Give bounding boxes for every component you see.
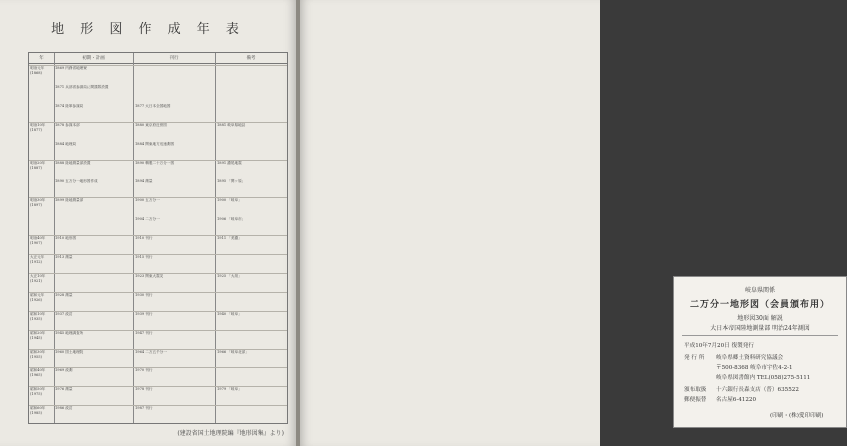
colophon-title: 二万分一地形図（会員頒布用）	[689, 300, 830, 310]
era-cell: 昭和50年	[30, 387, 46, 392]
publisher-label: 発 行 所	[684, 355, 705, 361]
row-divider	[29, 160, 287, 161]
publication-cell: 1970 刊行	[135, 368, 153, 373]
era-year-cell: (1955)	[30, 354, 42, 359]
planning-cell: 1976 測量	[55, 387, 73, 392]
table-row	[29, 350, 287, 369]
planning-cell: 1874 陸軍参謀局	[55, 103, 84, 108]
table-row	[29, 104, 287, 123]
remarks-cell: 1891 濃尾地震	[217, 160, 242, 165]
publication-cell: 1915 刊行	[135, 255, 153, 259]
row-divider	[29, 386, 287, 387]
planning-cell: 1913 測量	[55, 255, 73, 259]
publication-cell: 1884 関東地方迅速測図	[135, 141, 175, 146]
era-year-cell: (1897)	[30, 203, 42, 208]
era-year-cell: (1926)	[30, 297, 42, 302]
publication-cell: 1930 刊行	[135, 292, 153, 297]
publication-cell: 1880 東京府近傍図	[135, 122, 167, 127]
table-row	[29, 274, 287, 293]
era-cell: 大正10年	[30, 273, 46, 278]
era-cell: 昭和40年	[30, 368, 46, 373]
table-row	[29, 331, 287, 350]
table-row	[29, 236, 287, 255]
era-year-cell: (1975)	[30, 392, 42, 397]
table-row	[29, 179, 287, 198]
publication-cell: 1923 関東大震災	[135, 273, 164, 278]
era-cell: 昭和元年	[30, 292, 45, 297]
row-divider	[29, 292, 287, 293]
row-divider	[29, 273, 287, 274]
chronology-table	[28, 52, 288, 424]
publisher-name: 岐阜県郷土資料研究協議会	[716, 355, 784, 361]
era-year-cell: (1965)	[30, 373, 42, 378]
table-row	[29, 85, 287, 104]
remarks-cell: 1940 「岐阜」	[217, 311, 242, 316]
row-divider	[29, 349, 287, 350]
planning-cell: 1960 国土地理院	[55, 349, 84, 354]
planning-cell: 1888 陸地測量部設置	[55, 160, 91, 165]
planning-cell: 1899 陸地測量部	[55, 198, 84, 203]
era-cell: 大正元年	[30, 255, 45, 259]
row-divider	[29, 235, 287, 236]
table-row	[29, 312, 287, 331]
colophon-survey: 大日本帝国陸地測量部 明治24年測図	[710, 325, 810, 332]
era-cell: 明治40年	[30, 236, 46, 241]
table-row	[29, 198, 287, 217]
table-row	[29, 387, 287, 406]
era-cell: 明治30年	[30, 198, 46, 203]
publication-cell: 1910 刊行	[135, 236, 153, 241]
row-divider	[29, 367, 287, 368]
publication-cell: 1890 輯製二十万分一図	[135, 160, 175, 165]
publisher-address: 〒500-8368 岐阜市宇佐4-2-1	[716, 365, 793, 371]
remarks-cell: 1895 「関ヶ原」	[217, 179, 246, 184]
era-cell: 昭和10年	[30, 311, 46, 316]
publication-cell: 1877 大日本全国地図	[135, 103, 171, 108]
era-year-cell: (1945)	[30, 335, 42, 340]
sale-label: 頒布取扱	[684, 387, 707, 393]
era-year-cell: (1907)	[30, 241, 42, 246]
planning-cell: 1937 改訂	[55, 311, 73, 316]
divider	[682, 335, 838, 336]
table-row	[29, 368, 287, 387]
publication-cell: 1894 測量	[135, 179, 153, 184]
planning-cell: 1945 地理調査所	[55, 330, 84, 335]
right-page	[300, 0, 830, 446]
row-divider	[29, 330, 287, 331]
page-title: 地 形 図 作 成 年 表	[51, 22, 245, 37]
table-row	[29, 161, 287, 180]
row-divider	[29, 254, 287, 255]
table-row	[29, 123, 287, 142]
era-cell: 昭和30年	[30, 349, 46, 354]
era-year-cell: (1985)	[30, 411, 42, 416]
era-year-cell: (1868)	[30, 71, 42, 75]
era-year-cell: (1887)	[30, 165, 42, 170]
planning-cell: 1986 改訂	[55, 406, 73, 411]
table-header	[29, 53, 287, 64]
remarks-cell: 1900 「岐阜」	[217, 198, 242, 203]
remarks-cell: 1881 岐阜県地誌	[217, 122, 246, 127]
era-cell: 明治20年	[30, 160, 46, 165]
planning-cell: 1871 兵部省参謀局に間諜隊設置	[55, 84, 109, 89]
publisher-library: 岐阜県図書館内 TEL(058)275-5111	[716, 375, 811, 381]
row-divider	[29, 65, 287, 66]
era-cell: 明治10年	[30, 122, 46, 127]
era-year-cell: (1921)	[30, 278, 42, 283]
header-publication: 刊行	[169, 56, 179, 61]
colophon-date: 平成10年7月20日 復製発行	[684, 343, 754, 349]
era-year-cell: (1935)	[30, 316, 42, 321]
planning-cell: 1969 改測	[55, 368, 73, 373]
era-cell: 昭和20年	[30, 330, 46, 335]
table-row	[29, 217, 287, 236]
era-cell: 明治元年	[30, 66, 45, 70]
table-row	[29, 66, 287, 85]
left-page	[0, 0, 296, 446]
publication-cell: 1978 刊行	[135, 387, 153, 392]
colophon-card	[673, 276, 847, 428]
printer-credit: (印刷・(株)愛印印刷)	[770, 413, 824, 419]
table-row	[29, 142, 287, 161]
publication-cell: 1904 二万分一	[135, 217, 160, 222]
publication-cell: 1939 刊行	[135, 311, 153, 316]
remarks-cell: 1911 「美濃」	[217, 236, 242, 241]
table-caption: (建設省国土地理院編『地形図集』より)	[177, 430, 284, 437]
era-year-cell: (1877)	[30, 127, 42, 132]
publication-cell: 1947 刊行	[135, 330, 153, 335]
remarks-cell: 1925 「大垣」	[217, 273, 242, 278]
publication-cell: 1900 五万分一	[135, 198, 160, 203]
planning-cell: 1910 地形図	[55, 236, 77, 241]
sale-account: 十六銀行長森支店（普）635522	[716, 387, 799, 393]
row-divider	[29, 405, 287, 406]
remarks-cell: 1966 「岐阜北部」	[217, 349, 249, 354]
planning-cell: 1869 内務省地理寮	[55, 66, 87, 70]
planning-cell: 1884 地理局	[55, 141, 77, 146]
planning-cell: 1878 参謀本部	[55, 122, 80, 127]
publication-cell: 1987 刊行	[135, 406, 153, 411]
table-row	[29, 406, 287, 425]
planning-cell: 1928 測量	[55, 292, 73, 297]
header-planning: 初期・計画	[82, 56, 105, 61]
era-year-cell: (1912)	[30, 260, 42, 264]
table-row	[29, 293, 287, 312]
header-remarks: 備考	[246, 56, 256, 61]
remarks-cell: 1906 「岐阜市」	[217, 217, 246, 222]
colophon-subtitle: 地形図30面 解説	[737, 315, 783, 322]
header-year: 年	[39, 56, 44, 61]
row-divider	[29, 311, 287, 312]
planning-cell: 1890 五万分一地形図作成	[55, 179, 98, 184]
publication-cell: 1964 二万五千分一	[135, 349, 167, 354]
era-cell: 昭和60年	[30, 406, 46, 411]
table-row	[29, 255, 287, 274]
remarks-cell: 1979 「岐阜」	[217, 387, 242, 392]
row-divider	[29, 122, 287, 123]
row-divider	[29, 197, 287, 198]
postal-label: 郵便振替	[684, 397, 707, 403]
postal-account: 名古屋6-41220	[716, 397, 757, 403]
colophon-header: 岐阜県関係	[744, 287, 775, 294]
